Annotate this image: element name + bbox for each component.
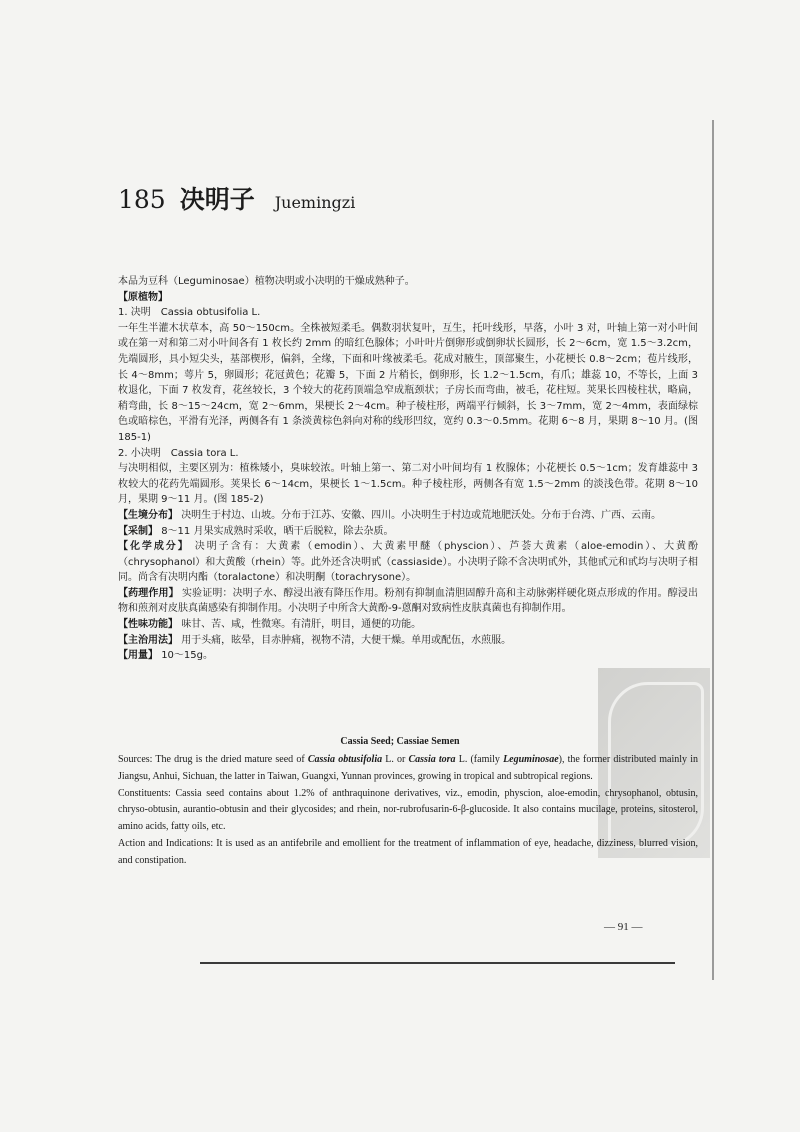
- bottom-rule: [200, 962, 675, 964]
- indications-text: 用于头痛，眩晕，目赤肿痛，视物不清，大便干燥。单用或配伍，水煎服。: [181, 634, 512, 646]
- english-actions: Action and Indications: It is used as an antifebrile and emollient for the treatment of inflammation of eye, headache, dizziness, blurred vision, and constipation.: [118, 837, 698, 866]
- family-name: Leguminosae: [503, 754, 559, 765]
- chemistry-text: 决明子含有：大黄素（emodin）、大黄素甲醚（physcion）、芦荟大黄素（aloe-emodin）、大黄酚（chrysophanol）和大黄酸（rhein）等。此外还含决明甙（cassiaside）。小决明子除不含决明甙外，其他甙元和甙均与决明子相同。尚含有决明内酯（toralactone）和决明酮（torachrysone）。: [118, 541, 698, 584]
- page-edge-line: [712, 120, 714, 980]
- section-label-dosage: 【用量】: [118, 650, 158, 662]
- species-name-1: Cassia obtusifolia: [307, 754, 383, 765]
- section-label-properties: 【性味功能】: [118, 619, 178, 631]
- pharmacology-text: 实验证明：决明子水、醇浸出液有降压作用。粉剂有抑制血清胆固醇升高和主动脉粥样硬化斑点形成的作用。醇浸出物和煎剂对皮肤真菌感染有抑制作用。小决明子中所含大黄酚-9-蒽酮对致病性皮肤真菌也有抑制作用。: [118, 587, 699, 615]
- properties-text: 味甘、苦、咸，性微寒。有清肝，明目，通便的功能。: [181, 619, 422, 631]
- section-label-processing: 【采制】: [118, 525, 158, 537]
- plant2-heading: 2. 小决明 Cassia tora L.: [118, 447, 239, 459]
- dosage-text: 10～15g。: [161, 650, 213, 662]
- section-label-original-plant: 【原植物】: [118, 291, 168, 303]
- chinese-body: [118, 274, 698, 664]
- section-label-pharmacology: 【药理作用】: [118, 587, 179, 599]
- plant1-description: 一年生半灌木状草本，高 50～150cm。全株被短柔毛。偶数羽状复叶，互生，托叶线形，早落，小叶 3 对，叶轴上第一对小叶间或在第一对和第二对小叶间各有 1 枚长约 2mm 的暗红色腺体；小叶叶片倒卵形或倒卵状长圆形，长 2～6cm，宽 1.5～3.2cm，先端圆形，具小短尖头，基部楔形，偏斜，全缘，下面和叶缘被柔毛。花成对腋生，顶部聚生，小花梗长 0.8～2cm；苞片线形，长 4～8mm；萼片 5，卵圆形；花冠黄色；花瓣 5，下面 2 片稍长，倒卵形，长 1.2～1.5cm，有爪；雄蕊 10，不等长，上面 3 枚退化，下面 7 枚发育，花丝较长，3 个较大的花药顶端急窄成瓶颈状；子房长而弯曲，被毛，花柱短。荚果长四棱柱状，略扁，稍弯曲，长 8～15～24cm，宽 2～6mm，果梗长 2～4cm。种子棱柱形，两端平行倾斜，长 3～7mm，宽 2～4mm，表面绿棕色或暗棕色，平滑有光泽，两侧各有 1 条淡黄棕色斜向对称的线形凹纹，宽约 0.3～0.5mm。花期 6～8 月，果期 8～10 月。(图 185-1): [118, 322, 698, 443]
- page-number: — 91 —: [604, 921, 643, 933]
- english-body: [118, 752, 698, 870]
- intro-text: 本品为豆科（Leguminosae）植物决明或小决明的干燥成熟种子。: [118, 276, 415, 287]
- species-name-2: Cassia tora: [408, 754, 456, 765]
- english-constituents: Constituents: Cassia seed contains about 1.2% of anthraquinone derivatives, viz., emodin, physcion, aloe-emodin, chrysophanol, obtusin, chryso-obtusin, aurantio-obtusin and their glycosides; and rhein, nor-rubrofusarin-6-β-glucoside. It also contains mucilage, proteins, sitosterol, amino acids, fatty oils, etc.: [118, 787, 698, 833]
- section-label-habitat: 【生境分布】: [118, 509, 178, 521]
- english-title: Cassia Seed; Cassiae Semen: [340, 736, 460, 747]
- processing-text: 8～11 月果实成熟时采收，晒干后脱粒，除去杂质。: [161, 525, 394, 537]
- plant2-description: 与决明相似，主要区别为：植株矮小，臭味较浓。叶轴上第一、第二对小叶间均有 1 枚腺体；小花梗长 0.5～1cm；发育雄蕊中 3 枚较大的花药先端圆形。荚果长 6～14cm，果梗长 1～1.5cm。种子棱柱形，两侧各有宽 1.5～2mm 的淡浅色带。花期 8～10 月，果期 9～11 月。(图 185-2): [118, 463, 698, 506]
- plant1-heading: 1. 决明 Cassia obtusifolia L.: [118, 307, 261, 319]
- english-sources: Sources: The drug is the dried mature seed of Cassia obtusifolia L. or Cassia tora L. (family Leguminosae), the former distributed mainly in Jiangsu, Anhui, Sichuan, the latter in Taiwan, Guangxi, Yunnan provinces, growing in tropical and subtropical regions.: [118, 754, 698, 782]
- section-label-indications: 【主治用法】: [118, 634, 178, 646]
- entry-title-chinese: 决明子: [179, 185, 255, 214]
- entry-number: 185: [118, 185, 166, 214]
- entry-title-pinyin: Juemingzi: [274, 193, 356, 212]
- entry-header: [118, 180, 355, 216]
- section-label-chemistry: 【化学成分】: [118, 541, 190, 553]
- habitat-text: 决明生于村边、山坡。分布于江苏、安徽、四川。小决明生于村边或荒地肥沃处。分布于台湾、广西、云南。: [181, 509, 662, 521]
